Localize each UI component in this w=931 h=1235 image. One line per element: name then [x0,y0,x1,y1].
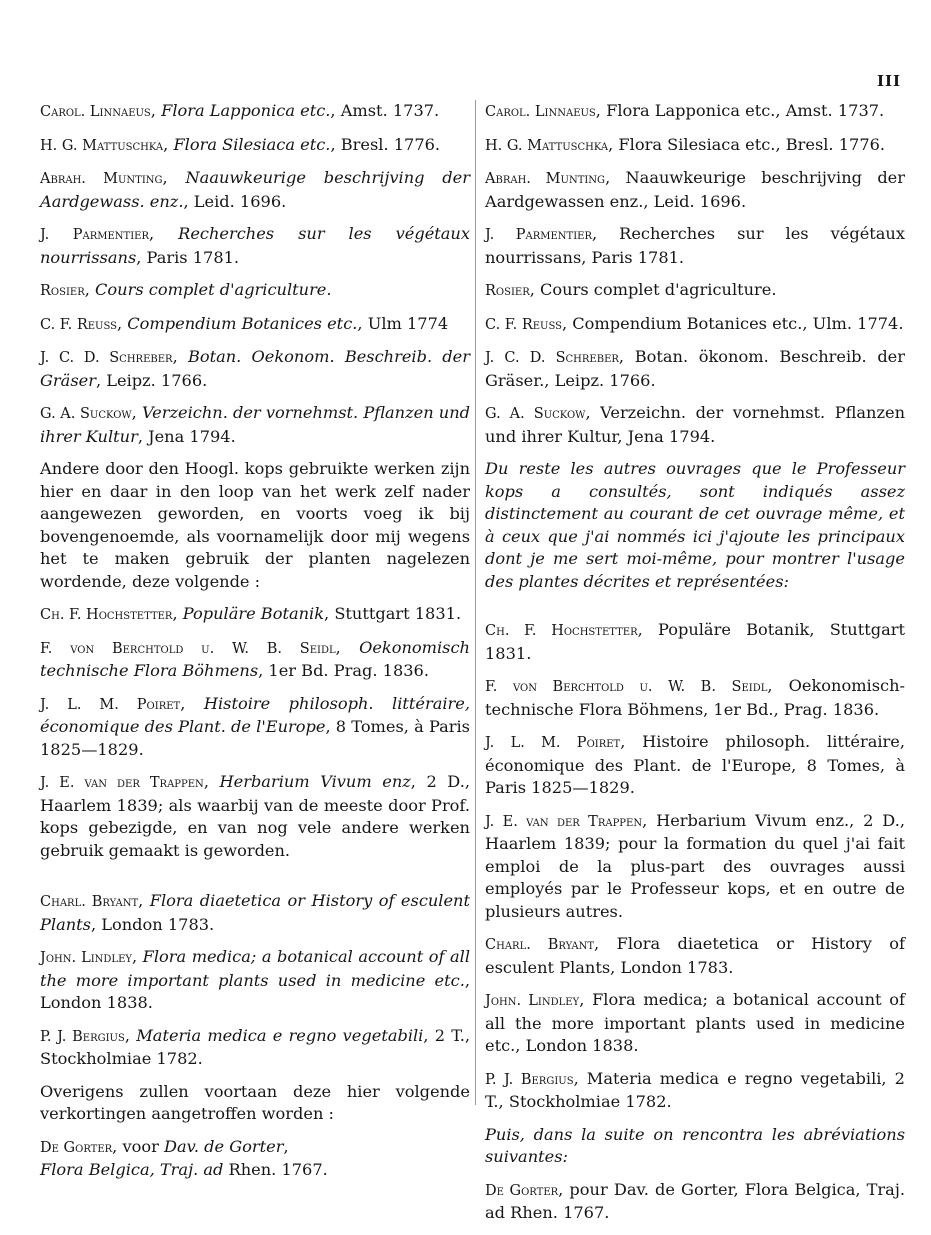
work-title: Compendium Botanices etc. [127,313,358,333]
author-name: J. Parmentier [485,227,592,243]
work-title: Naauwkeurige beschrijving der Aardgewass. enz. [40,168,470,211]
left-entry [40,1025,470,1071]
entry-text: , Flora medica; a botanical account of all the more important plants used in medicine etc., London 1838. [485,990,905,1055]
entry-text: , pour Dav. de Gorter, Flora Belgica, Traj. ad Rhen. 1767. [485,1179,905,1222]
right-entry [485,1124,905,1169]
entry-text: , Verzeichn. der vornehmst. Pflanzen und ihrer Kultur, Jena 1794. [485,403,905,446]
left-entry [40,637,470,683]
entry-text: , Flora Silesiaca etc., Bresl. 1776. [608,134,886,154]
right-column-french [485,100,905,1235]
left-entry [40,693,470,762]
entry-text: , [163,134,174,154]
author-name: De Gorter [40,1139,113,1156]
author-name: J. L. M. Poiret [40,696,181,713]
entry-text: , Herbarium Vivum enz., 2 D., Haarlem 1839; pour la formation du quel j'ai fait emploi de la plus-part des ouvrages aussi employés par le Professeur kops, et en outre de plusieurs autres. [485,810,905,921]
entry-text: , voor [112,1136,164,1156]
entry-text: , Amst. 1737. [330,101,440,120]
column-divider [475,100,476,1105]
author-name: J. C. D. Schreber [40,350,173,366]
entry-text: , Leid. 1696. [183,191,287,211]
right-entry [485,933,905,979]
entry-text: , Naauwkeurige beschrijving der Aardgewassen enz., Leid. 1696. [485,168,905,211]
work-title: Populäre Botanik [182,604,325,623]
entry-text: , 1er Bd. Prag. 1836. [258,661,430,680]
entry-text: , [84,280,96,299]
right-entry [485,619,905,665]
entry-text: , London 1838. [40,970,470,1012]
right-entry [485,346,905,392]
entry-text: , Materia medica e regno vegetabili, 2 T., Stockholmiae 1782. [485,1068,905,1111]
work-title: Flora Belgica, Traj. ad [40,1160,224,1179]
right-entry [485,134,905,158]
entry-text: , Bresl. 1776. [330,134,441,154]
left-entry [40,603,470,627]
author-name: F. von Berchtold u. W. B. Seidl [485,679,768,695]
entry-text: , London 1783. [90,914,215,934]
entry-text: , Flora Lapponica etc., Amst. 1737. [595,101,885,120]
work-title: Botan. Oekonom. Beschreib. der Gräser [40,347,470,390]
entry-text: , [150,101,162,120]
right-entry [485,731,905,800]
work-title: Materia medica e regno vegetabili [136,1025,424,1045]
author-name: John. Lindley [40,950,132,966]
author-name: Abrah. Munting [485,171,606,187]
left-entry [40,279,470,303]
entry-text: , Populäre Botanik, Stuttgart 1831. [485,620,905,663]
entry-text: , [117,313,128,333]
page-number: III [876,72,901,90]
author-name: John. Lindley [485,993,580,1009]
entry-text: , Leipz. 1766. [95,370,208,390]
right-entry [485,223,905,269]
left-entry [40,134,470,158]
entry-text: , Oekonomisch-technische Flora Böhmens, 1er Bd., Prag. 1836. [485,676,905,719]
left-entry [40,890,470,936]
entry-text: , [203,772,220,791]
work-title: Verzeichn. der vornehmst. Pflanzen und ihrer Kultur [40,403,470,446]
work-title: Flora Lapponica etc. [161,101,331,120]
right-entry [485,279,905,303]
left-entry [40,771,470,862]
left-entry [40,402,470,448]
right-entry [485,402,905,448]
right-entry [485,313,905,337]
entry-text: , Histoire philosoph. littéraire, économique des Plant. de l'Europe, 8 Tomes, à Paris 1825—1829. [485,732,905,797]
author-name: H. G. Mattuschka [40,137,164,154]
left-entry [40,458,470,593]
entry-text: , 2 T., Stockholmiae 1782. [40,1025,470,1068]
author-name: Ch. F. Hochstetter [485,623,638,639]
left-entry [40,1136,470,1160]
author-name: Carol. Linnaeus [40,104,151,120]
entry-text: , [124,1025,137,1045]
entry-text: , [172,604,183,623]
author-name: G. A. Suckow [485,406,586,422]
author-name: Rosier [40,283,85,299]
author-name: Ch. F. Hochstetter [40,607,173,623]
author-name: J. Parmentier [40,227,149,243]
entry-text: Overigens zullen voortaan deze hier volgende verkortingen aangetroffen worden : [40,1081,470,1123]
left-entry [40,1159,470,1182]
work-title: Histoire philosoph. littéraire, économique des Plant. de l'Europe [40,693,470,736]
author-name: Abrah. Munting [40,171,163,187]
entry-text: , Botan. ökonom. Beschreib. der Gräser., Leipz. 1766. [485,347,905,390]
entry-text: , Jena 1794. [137,426,236,446]
entry-text: , [335,637,360,657]
author-name: P. J. Bergius [40,1028,125,1045]
work-title: Flora medica; a botanical account of all the more important plants used in medicine etc. [40,947,470,990]
entry-text: , Compendium Botanices etc., Ulm. 1774. [562,313,904,333]
entry-text: , Flora diaetetica or History of esculent Plants, London 1783. [485,934,905,977]
author-name: F. von Berchtold u. W. B. Seidl [40,640,336,657]
entry-text: , Ulm 1774 [357,313,449,333]
entry-text: , Cours complet d'agriculture. [529,280,777,299]
author-name: Carol. Linnaeus [485,104,596,120]
right-entry [485,458,905,593]
work-title: Cours complet d'agriculture. [95,280,332,299]
work-title: Dav. de Gorter [163,1136,284,1156]
work-title: Recherches sur les végétaux nourrissans [40,224,470,267]
left-column-dutch [40,100,470,1192]
left-entry [40,946,470,1015]
entry-text: Puis, dans la suite on rencontra les abréviations suivantes: [485,1124,905,1166]
entry-text: , [180,693,204,713]
work-title: Flora Silesiaca etc. [173,134,331,154]
right-entry [485,1068,905,1114]
right-entry [485,989,905,1058]
entry-text: , [131,403,142,422]
author-name: P. J. Bergius [485,1071,574,1088]
author-name: Rosier [485,283,530,299]
right-entry [485,810,905,924]
left-entry [40,346,470,392]
entry-text: , [162,168,186,187]
author-name: Charl. Bryant [485,937,595,953]
entry-text: , [172,347,188,366]
author-name: J. E. van der Trappen [485,813,643,830]
work-title: Flora diaetetica or History of esculent Plants [40,891,470,934]
right-entry [485,1179,905,1225]
entry-text: , [131,947,143,966]
work-title: Herbarium Vivum enz [219,772,411,791]
entry-text: , 2 D., Haarlem 1839; als waarbij van de meeste door Prof. kops gebezigde, en van nog vele andere werken gebruik gemaakt is geworden. [40,772,471,860]
entry-text: , Recherches sur les végétaux nourrissans, Paris 1781. [485,224,905,267]
left-entry [40,313,470,337]
author-name: J. E. van der Trappen [40,775,204,791]
left-entry [40,1081,470,1126]
author-name: J. C. D. Schreber [485,350,619,366]
work-title: Oekonomisch technische Flora Böhmens [40,637,470,680]
right-entry [485,675,905,721]
left-entry [40,223,470,269]
entry-text: Rhen. 1767. [223,1160,328,1179]
author-name: H. G. Mattuschka [485,137,609,154]
left-entry [40,167,470,213]
entry-text: Andere door den Hoogl. kops gebruikte werken zijn hier en daar in den loop van het werk zelf nader aangewezen geworden, en voorts voeg ik bij bovengenoemde, als voornamelijk door mij wegens het te maken gebruik der planten nagelezen wordende, deze volgende : [40,459,470,591]
entry-text: , 8 Tomes, à Paris 1825—1829. [40,717,470,759]
right-entry [485,167,905,213]
author-name: G. A. Suckow [40,406,132,422]
entry-text: , Paris 1781. [136,247,240,267]
author-name: Charl. Bryant [40,894,139,910]
author-name: De Gorter [485,1182,559,1199]
left-entry [40,100,470,124]
author-name: J. L. M. Poiret [485,735,621,751]
entry-text: , [138,891,150,910]
entry-text: Du reste les autres ouvrages que le Professeur kops a consultés, sont indiqués assez distinctement au courant de cet ouvrage même, et à ceux que j'ai nommés ici j'ajoute les principaux dont je me sert moi-même, pour montrer l'usage des plantes décrites et représentées: [485,459,905,591]
author-name: C. F. Reuss [40,316,117,333]
author-name: C. F. Reuss [485,316,562,333]
right-entry [485,100,905,124]
entry-text: , Stuttgart 1831. [324,604,462,623]
entry-text: , [283,1136,289,1156]
entry-text: , [149,224,179,243]
